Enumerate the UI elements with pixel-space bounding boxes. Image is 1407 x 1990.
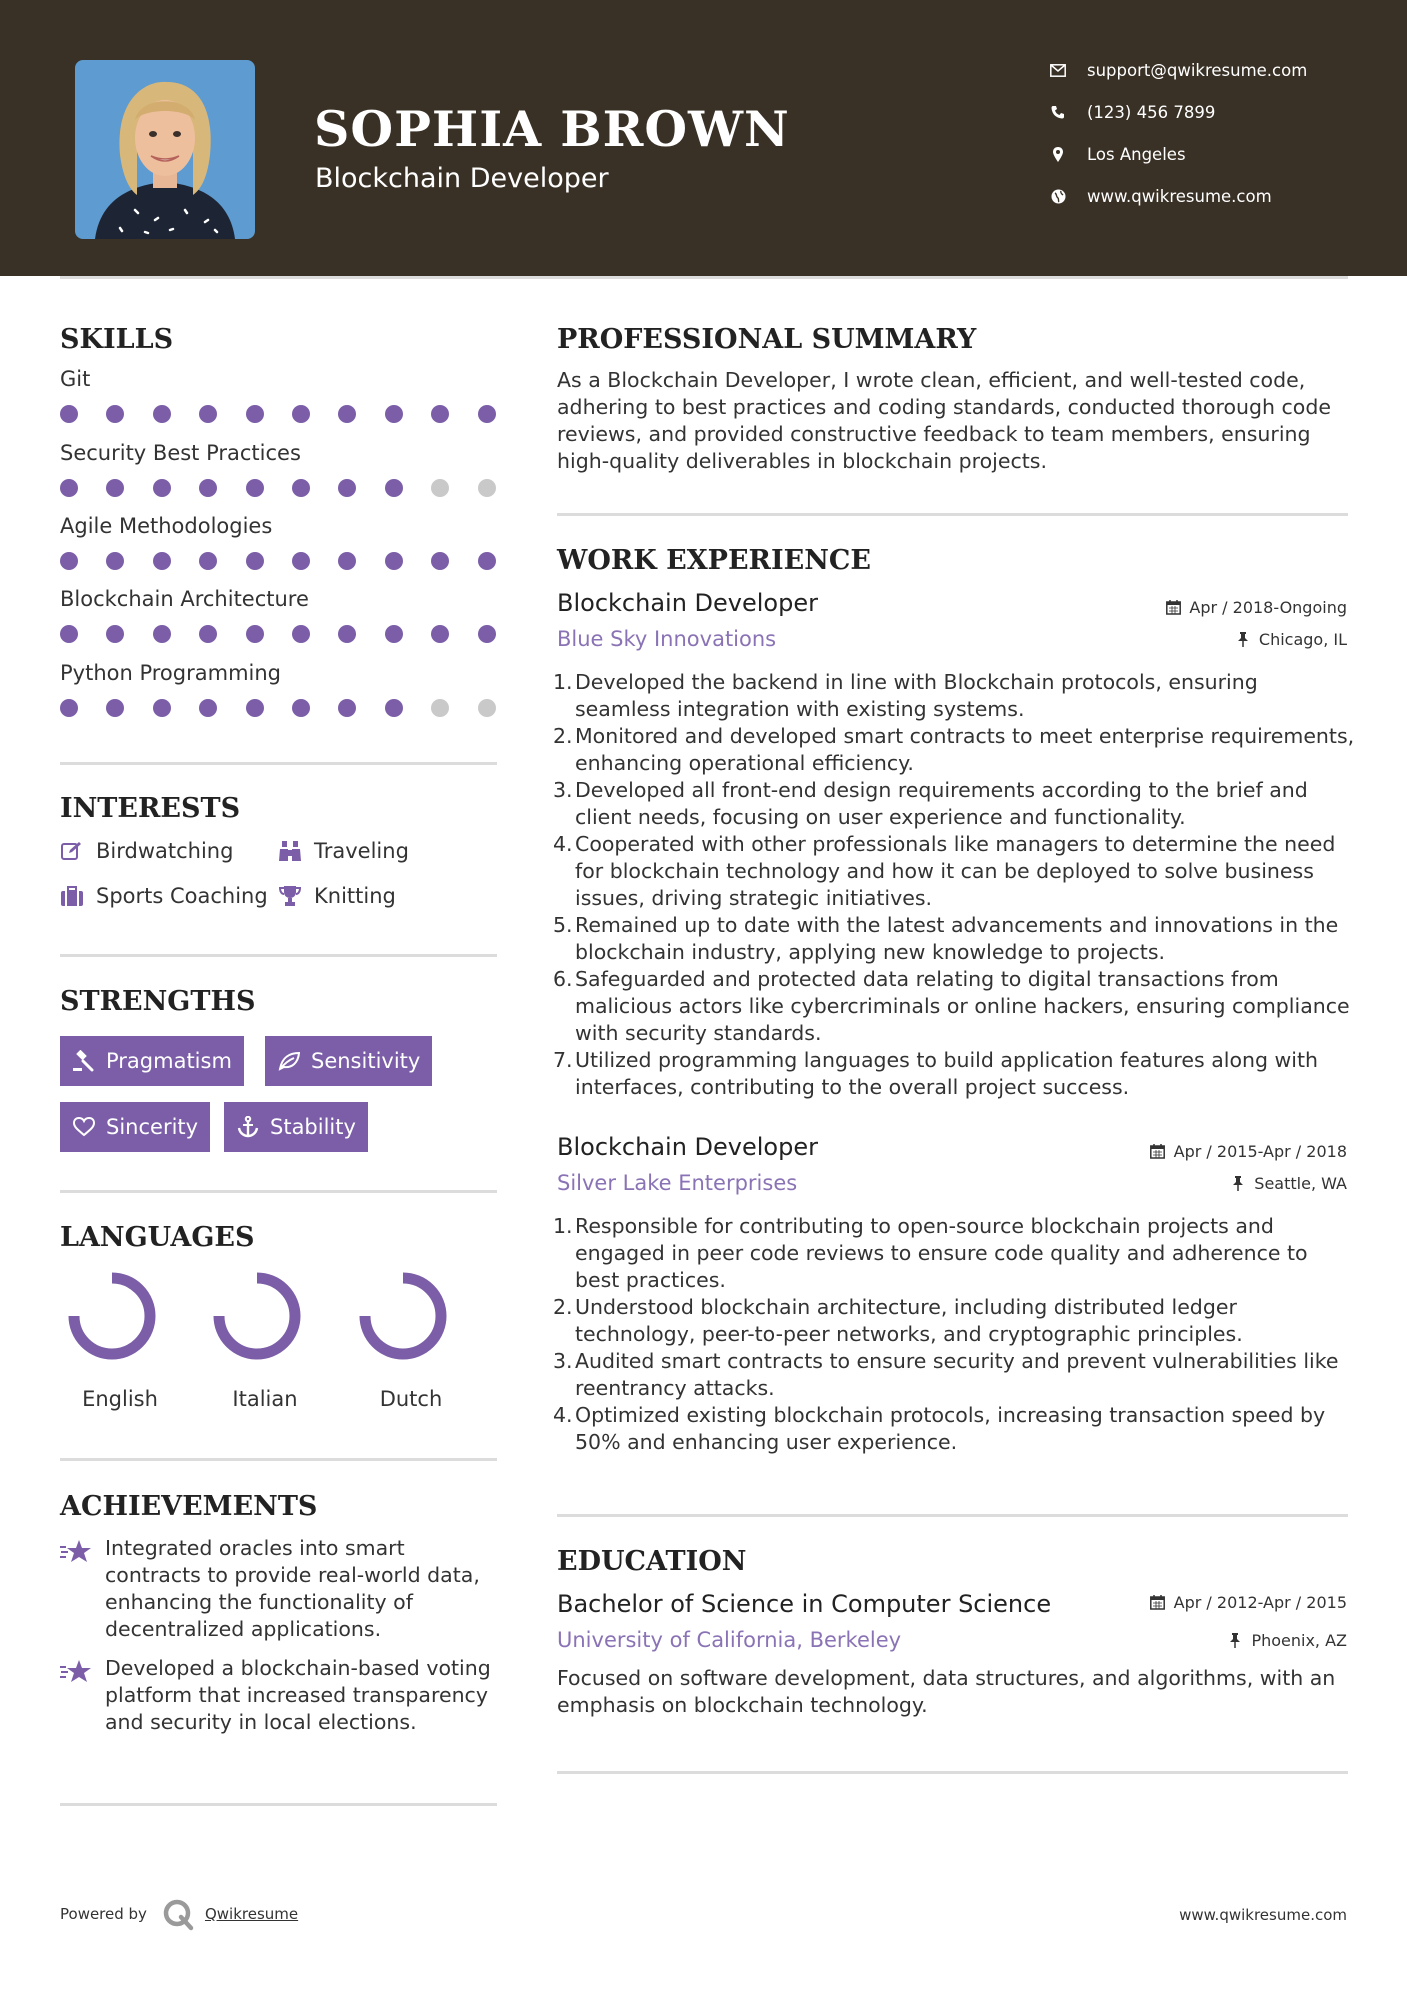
job-date <box>1150 1142 1347 1161</box>
skill-dot <box>60 405 78 423</box>
skill-dot <box>153 552 171 570</box>
skill-dot <box>199 552 217 570</box>
powered-by-text: Powered by <box>60 1905 147 1923</box>
skill-dot <box>199 699 217 717</box>
footer-branding <box>60 1897 298 1931</box>
star-icon <box>60 1659 92 1685</box>
calendar-icon <box>1165 600 1181 616</box>
skill-dot <box>385 405 403 423</box>
achievement-text: Integrated oracles into smart contracts to provide real-world data, enhancing the functionality of decentralized applications. <box>105 1536 480 1641</box>
skill-dot <box>338 479 356 497</box>
achievements-divider <box>60 1803 497 1806</box>
strength-tag <box>265 1036 432 1086</box>
degree-name: Bachelor of Science in Computer Science <box>557 1590 1052 1618</box>
skill-dot <box>199 479 217 497</box>
skill-dot <box>385 479 403 497</box>
skill-dot <box>338 405 356 423</box>
bullet-item: 1. Developed the backend in line with Blockchain protocols, ensuring seamless integration with existing systems. <box>553 670 1258 721</box>
bullet-item: 4. Optimized existing blockchain protocols, increasing transaction speed by 50% and enhancing user experience. <box>553 1403 1326 1454</box>
interest-item <box>278 839 409 863</box>
skill-dot <box>60 699 78 717</box>
qwikresume-logo-icon <box>161 1897 195 1931</box>
anchor-icon <box>236 1115 260 1139</box>
skill-dot <box>431 625 449 643</box>
education-heading: EDUCATION <box>557 1546 747 1577</box>
languages-heading: LANGUAGES <box>60 1222 255 1253</box>
skill-dot <box>199 405 217 423</box>
strengths-divider <box>60 1190 497 1193</box>
contact-email-text: support@qwikresume.com <box>1087 60 1308 80</box>
skill-label: Agile Methodologies <box>60 514 273 538</box>
skill-dot <box>246 405 264 423</box>
job-date-text: Apr / 2018-Ongoing <box>1189 598 1347 617</box>
skill-rating <box>60 479 500 497</box>
job-location-text: Seattle, WA <box>1254 1174 1347 1193</box>
bullet-item: 2. Understood blockchain architecture, including distributed ledger technology, peer-to-peer networks, and cryptographic principles. <box>553 1295 1243 1346</box>
phone-icon <box>1049 103 1067 121</box>
skill-dot <box>431 552 449 570</box>
summary-divider <box>557 513 1348 516</box>
header-divider <box>60 276 1348 279</box>
summary-text: As a Blockchain Developer, I wrote clean, efficient, and well-tested code, adhering to best practices and coding standards, conducted thorough code reviews, and provided constructive feedback to team members, ensuring high-quality deliverables in blockchain projects. <box>557 368 1331 473</box>
skill-dot <box>60 479 78 497</box>
achievement-item <box>60 1655 500 1765</box>
contact-location <box>1049 139 1369 169</box>
summary-heading: PROFESSIONAL SUMMARY <box>557 324 977 355</box>
language-label: English <box>82 1387 158 1411</box>
skill-dot <box>60 625 78 643</box>
education-date <box>1150 1593 1347 1612</box>
language-gauge <box>219 1278 295 1354</box>
edit-icon <box>60 839 84 863</box>
bullet-item: 2. Monitored and developed smart contracts to meet enterprise requirements, enhancing operational efficiency. <box>553 724 1355 775</box>
candidate-title: Blockchain Developer <box>315 163 609 194</box>
profile-photo <box>75 60 255 239</box>
skill-dot <box>338 625 356 643</box>
skill-dot <box>478 405 496 423</box>
skill-dot <box>106 552 124 570</box>
qwikresume-link[interactable]: Qwikresume <box>204 1905 299 1923</box>
skills-heading: SKILLS <box>60 324 174 355</box>
achievements-heading: ACHIEVEMENTS <box>60 1491 318 1522</box>
skill-label: Python Programming <box>60 661 282 685</box>
skill-dot <box>106 699 124 717</box>
bullet-item: 3. Developed all front-end design requirements according to the brief and client needs, focusing on user experience and functionality. <box>553 778 1308 829</box>
bullet-item: 7. Utilized programming languages to build application features along with interfaces, contributing to the overall project success. <box>553 1048 1319 1099</box>
job-bullets <box>553 1213 1357 1456</box>
calendar-icon <box>1150 1144 1166 1160</box>
strength-label: Pragmatism <box>106 1049 232 1073</box>
interests-divider <box>60 954 497 957</box>
pushpin-icon <box>1230 1176 1246 1192</box>
bullet-item: 3. Audited smart contracts to ensure security and prevent vulnerabilities like reentrancy attacks. <box>553 1349 1339 1400</box>
achievement-text: Developed a blockchain-based voting platform that increased transparency and security in local elections. <box>105 1656 491 1734</box>
language-gauge <box>74 1278 150 1354</box>
experience-divider <box>557 1514 1348 1517</box>
contact-email[interactable] <box>1049 55 1369 85</box>
skill-dot <box>478 552 496 570</box>
skill-dot <box>153 699 171 717</box>
skill-dot <box>246 625 264 643</box>
company-name: Blue Sky Innovations <box>557 627 777 651</box>
strength-tag <box>224 1102 368 1152</box>
interest-label: Birdwatching <box>96 839 234 863</box>
language-gauges <box>60 1268 500 1368</box>
candidate-name: SOPHIA BROWN <box>314 100 790 158</box>
language-label: Italian <box>232 1387 298 1411</box>
interest-label: Traveling <box>314 839 409 863</box>
skill-label: Security Best Practices <box>60 441 301 465</box>
strengths-heading: STRENGTHS <box>60 986 256 1017</box>
skill-dot <box>385 699 403 717</box>
contact-website[interactable] <box>1049 181 1369 211</box>
skill-dot <box>478 699 496 717</box>
education-location <box>1227 1631 1347 1650</box>
strength-label: Sensitivity <box>311 1049 421 1073</box>
envelope-icon <box>1049 61 1067 79</box>
pushpin-icon <box>1235 632 1251 648</box>
skill-dot <box>199 625 217 643</box>
education-location-text: Phoenix, AZ <box>1251 1631 1347 1650</box>
skill-dot <box>338 552 356 570</box>
job-bullets <box>553 669 1357 1101</box>
skill-rating <box>60 552 500 570</box>
skill-dot <box>385 625 403 643</box>
education-text: Focused on software development, data structures, and algorithms, with an emphasis on blockchain technology. <box>557 1666 1336 1717</box>
strength-tag <box>60 1102 210 1152</box>
skill-label: Blockchain Architecture <box>60 587 309 611</box>
contact-website-text: www.qwikresume.com <box>1087 186 1272 206</box>
skill-dot <box>106 405 124 423</box>
skill-dot <box>292 552 310 570</box>
skill-dot <box>292 699 310 717</box>
achievement-item <box>60 1535 500 1645</box>
skill-dot <box>153 405 171 423</box>
interests-heading: INTERESTS <box>60 793 241 824</box>
interest-label: Sports Coaching <box>96 884 268 908</box>
binoculars-icon <box>278 839 302 863</box>
skill-dot <box>478 625 496 643</box>
job-date-text: Apr / 2015-Apr / 2018 <box>1173 1142 1347 1161</box>
interest-item <box>60 839 233 863</box>
skill-dot <box>60 552 78 570</box>
language-label: Dutch <box>379 1387 443 1411</box>
job-location <box>1230 1174 1347 1193</box>
skill-dot <box>246 552 264 570</box>
skill-dot <box>478 479 496 497</box>
star-icon <box>60 1539 92 1565</box>
skill-dot <box>292 625 310 643</box>
skill-rating <box>60 405 500 423</box>
bullet-item: 6. Safeguarded and protected data relating to digital transactions from malicious actors like cybercriminals or online hackers, ensuring compliance with security standards. <box>553 967 1350 1045</box>
skill-rating <box>60 625 500 643</box>
skill-dot <box>246 479 264 497</box>
skill-dot <box>292 405 310 423</box>
language-gauge <box>365 1278 441 1354</box>
pushpin-icon <box>1227 1633 1243 1649</box>
bullet-item: 1. Responsible for contributing to open-source blockchain projects and engaged in peer code reviews to ensure code quality and adherence to best practices. <box>553 1214 1308 1292</box>
languages-divider <box>60 1458 497 1461</box>
briefcase-icon <box>60 884 84 908</box>
job-location <box>1235 630 1347 649</box>
skill-dot <box>431 405 449 423</box>
skill-rating <box>60 699 500 717</box>
resume-header <box>0 0 1407 276</box>
skill-dot <box>292 479 310 497</box>
contact-phone[interactable] <box>1049 97 1369 127</box>
contact-phone-text: (123) 456 7899 <box>1087 102 1216 122</box>
education-date-text: Apr / 2012-Apr / 2015 <box>1173 1593 1347 1612</box>
leaf-icon <box>277 1049 301 1073</box>
school-name: University of California, Berkeley <box>557 1628 902 1652</box>
footer-url[interactable]: www.qwikresume.com <box>1179 1906 1347 1924</box>
job-date <box>1165 598 1347 617</box>
skill-dot <box>153 625 171 643</box>
company-name: Silver Lake Enterprises <box>557 1171 798 1195</box>
skill-label: Git <box>60 367 91 391</box>
globe-icon <box>1049 187 1067 205</box>
skills-divider <box>60 762 497 765</box>
gavel-icon <box>72 1049 96 1073</box>
bullet-item: 5. Remained up to date with the latest advancements and innovations in the blockchain industry, applying new knowledge to projects. <box>553 913 1339 964</box>
skill-dot <box>106 479 124 497</box>
interest-item <box>278 884 396 908</box>
job-role: Blockchain Developer <box>557 589 818 617</box>
skill-dot <box>246 699 264 717</box>
education-divider <box>557 1771 1348 1774</box>
strength-tag <box>60 1036 244 1086</box>
bullet-item: 4. Cooperated with other professionals like managers to determine the need for blockchain technology and how it can be deployed to solve business issues, driving strategic initiatives. <box>553 832 1336 910</box>
map-pin-icon <box>1049 145 1067 163</box>
skill-dot <box>431 479 449 497</box>
heart-icon <box>72 1115 96 1139</box>
strength-label: Stability <box>270 1115 356 1139</box>
interest-label: Knitting <box>314 884 396 908</box>
calendar-icon <box>1150 1595 1166 1611</box>
skill-dot <box>153 479 171 497</box>
trophy-icon <box>278 884 302 908</box>
skill-dot <box>385 552 403 570</box>
skill-dot <box>338 699 356 717</box>
job-role: Blockchain Developer <box>557 1133 818 1161</box>
strength-label: Sincerity <box>106 1115 199 1139</box>
skill-dot <box>106 625 124 643</box>
interest-item <box>60 884 268 908</box>
experience-heading: WORK EXPERIENCE <box>557 545 871 576</box>
contact-location-text: Los Angeles <box>1087 144 1186 164</box>
skill-dot <box>431 699 449 717</box>
job-location-text: Chicago, IL <box>1258 630 1347 649</box>
